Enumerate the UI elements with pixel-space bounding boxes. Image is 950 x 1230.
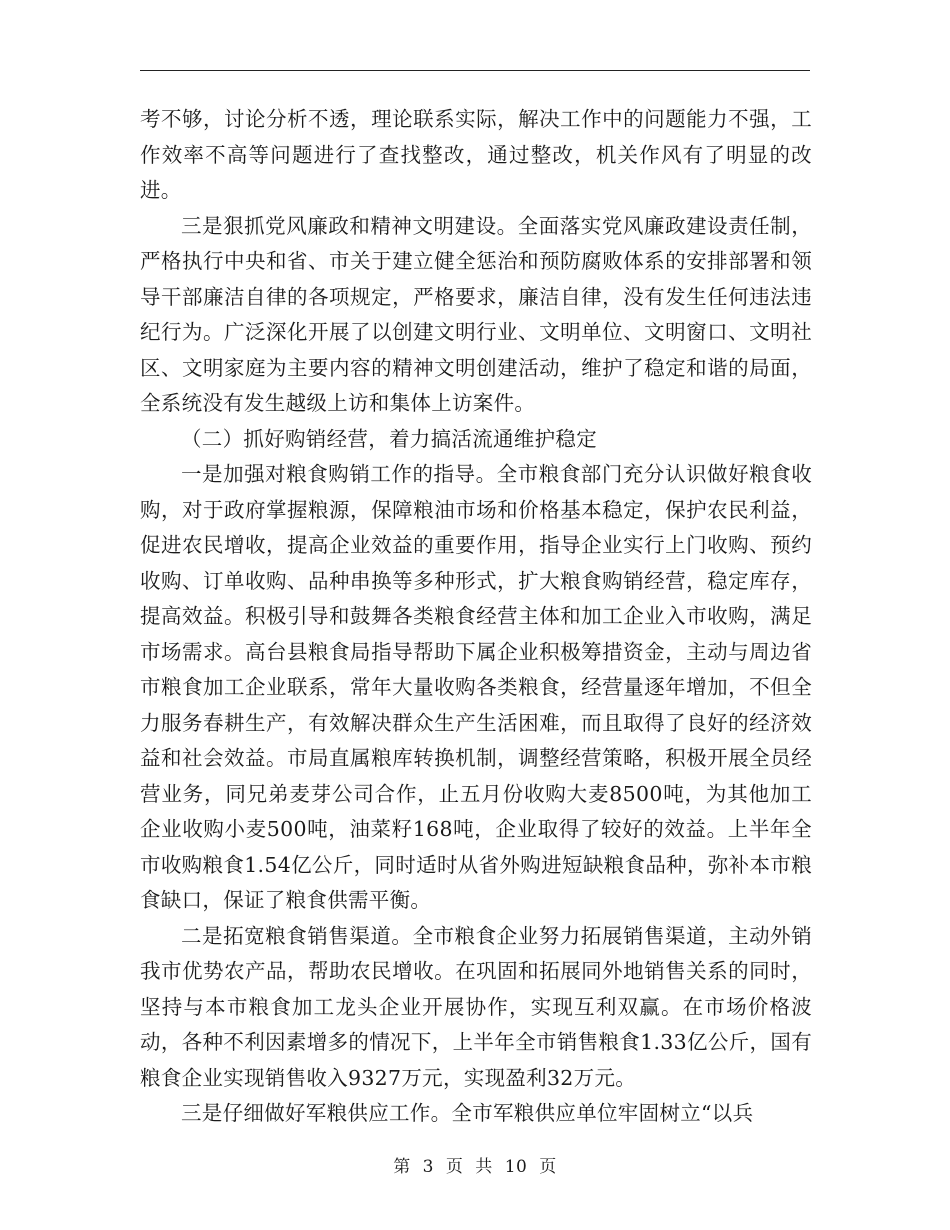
footer-suffix: 页 xyxy=(539,1157,557,1177)
paragraph-2: 三是狠抓党风廉政和精神文明建设。全面落实党风廉政建设责任制，严格执行中央和省、市关于建立健全惩治和预防腐败体系的安排部署和领导干部廉洁自律的各项规定，严格要求，廉洁自律，没有发生任何违法违纪行为。广泛深化开展了以创建文明行业、文明单位、文明窗口、文明社区、文明家庭为主要内容的精神文明创建活动，维护了稳定和谐的局面，全系统没有发生越级上访和集体上访案件。 xyxy=(140,213,812,415)
paragraph-1: 考不够，讨论分析不透，理论联系实际，解决工作中的问题能力不强，工作效率不高等问题进行了查找整改，通过整改，机关作风有了明显的改进。 xyxy=(140,107,812,202)
footer-page-number: 3 xyxy=(422,1157,434,1177)
paragraph-4: 二是拓宽粮食销售渠道。全市粮食企业努力拓展销售渠道，主动外销我市优势农产品，帮助农民增收。在巩固和拓展同外地销售关系的同时，坚持与本市粮食加工龙头企业开展协作，实现互利双赢。在市场价格波动，各种不利因素增多的情况下，上半年全市销售粮食1.33亿公斤，国有粮食企业实现销售收入9327万元，实现盈利32万元。 xyxy=(140,923,812,1090)
header-rule xyxy=(140,70,810,71)
page-footer xyxy=(0,1152,950,1177)
footer-page-word: 页 xyxy=(445,1157,464,1177)
footer-prefix: 第 xyxy=(393,1157,411,1177)
paragraph-5: 三是仔细做好军粮供应工作。全市军粮供应单位牢固树立“以兵 xyxy=(181,1101,754,1125)
footer-total-word: 共 xyxy=(475,1157,493,1177)
footer-total-pages: 10 xyxy=(504,1157,528,1177)
paragraph-3: 一是加强对粮食购销工作的指导。全市粮食部门充分认识做好粮食收购，对于政府掌握粮源，保障粮油市场和价格基本稳定，保护农民利益，促进农民增收，提高企业效益的重要作用，指导企业实行上门收购、预约收购、订单收购、品种串换等多种形式，扩大粮食购销经营，稳定库存，提高效益。积极引导和鼓舞各类粮食经营主体和加工企业入市收购，满足市场需求。高台县粮食局指导帮助下属企业积极筹措资金，主动与周边省市粮食加工企业联系，常年大量收购各类粮食，经营量逐年增加，不但全力服务春耕生产，有效解决群众生产生活困难，而且取得了良好的经济效益和社会效益。市局直属粮库转换机制，调整经营策略，积极开展全员经营业务，同兄弟麦芽公司合作，止五月份收购大麦8500吨，为其他加工企业收购小麦500吨，油菜籽168吨，企业取得了较好的效益。上半年全市收购粮食1.54亿公斤，同时适时从省外购进短缺粮食品种，弥补本市粮食缺口，保证了粮食供需平衡。 xyxy=(140,462,812,912)
section-heading: （二）抓好购销经营，着力搞活流通维护稳定 xyxy=(181,426,597,451)
document-body xyxy=(140,102,812,1132)
